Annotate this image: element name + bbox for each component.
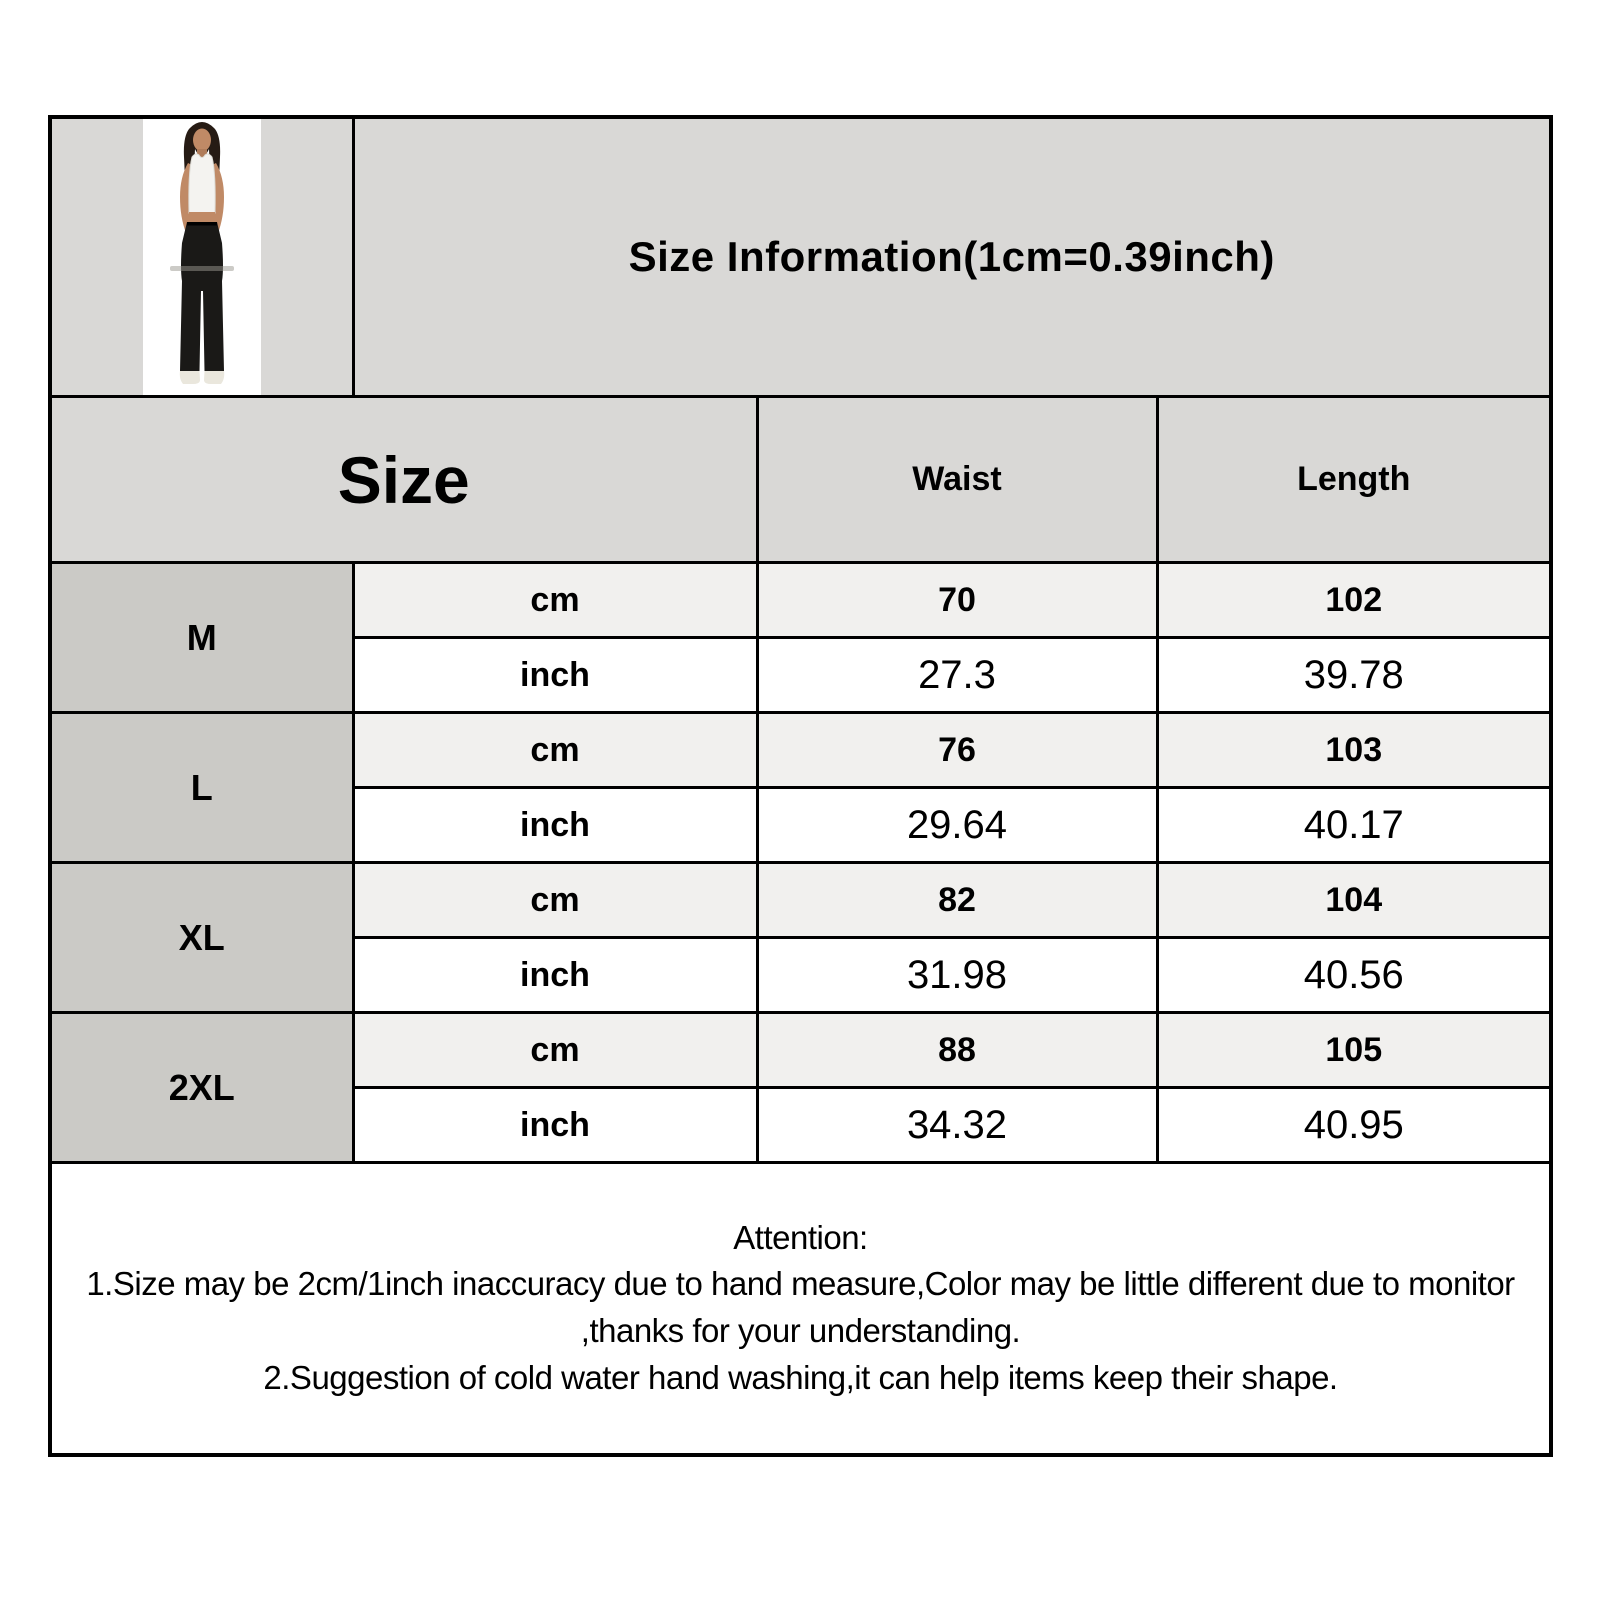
length-value-cell: 39.78	[1157, 638, 1551, 713]
attention-note-2: 2.Suggestion of cold water hand washing,it can help items keep their shape.	[263, 1359, 1338, 1397]
unit-cell-cm: cm	[353, 713, 757, 788]
table-row	[50, 713, 1551, 788]
column-header-waist: Waist	[757, 397, 1157, 563]
unit-cell-cm: cm	[353, 863, 757, 938]
length-value-cell: 105	[1157, 1013, 1551, 1088]
model-wearing-pants-image	[143, 119, 261, 395]
size-chart-table	[48, 115, 1553, 1457]
attention-section	[50, 1163, 1551, 1455]
waist-value-cell: 82	[757, 863, 1157, 938]
waist-value-cell: 29.64	[757, 788, 1157, 863]
waist-value-cell: 70	[757, 563, 1157, 638]
page-title: Size Information(1cm=0.39inch)	[628, 233, 1275, 280]
unit-cell-cm: cm	[353, 1013, 757, 1088]
size-label-xl: XL	[50, 863, 353, 1013]
unit-cell-inch: inch	[353, 638, 757, 713]
product-photo	[143, 119, 261, 395]
table-row	[50, 1013, 1551, 1088]
column-header-size: Size	[50, 397, 757, 563]
table-row	[50, 563, 1551, 638]
length-value-cell: 104	[1157, 863, 1551, 938]
attention-heading: Attention:	[733, 1218, 868, 1256]
size-label-m: M	[50, 563, 353, 713]
waist-value-cell: 76	[757, 713, 1157, 788]
length-value-cell: 40.17	[1157, 788, 1551, 863]
length-value-cell: 102	[1157, 563, 1551, 638]
size-label-2xl: 2XL	[50, 1013, 353, 1163]
size-information-panel	[48, 115, 1553, 1457]
waist-value-cell: 34.32	[757, 1088, 1157, 1163]
attention-note-1: 1.Size may be 2cm/1inch inaccuracy due to hand measure,Color may be little different due to monitor ,thanks for your understanding.	[86, 1265, 1515, 1350]
length-value-cell: 103	[1157, 713, 1551, 788]
table-row	[50, 863, 1551, 938]
product-photo-cell	[50, 117, 353, 397]
waist-value-cell: 31.98	[757, 938, 1157, 1013]
waist-value-cell: 88	[757, 1013, 1157, 1088]
column-header-length: Length	[1157, 397, 1551, 563]
size-label-l: L	[50, 713, 353, 863]
length-value-cell: 40.95	[1157, 1088, 1551, 1163]
length-value-cell: 40.56	[1157, 938, 1551, 1013]
unit-cell-inch: inch	[353, 1088, 757, 1163]
unit-cell-cm: cm	[353, 563, 757, 638]
unit-cell-inch: inch	[353, 788, 757, 863]
waist-value-cell: 27.3	[757, 638, 1157, 713]
unit-cell-inch: inch	[353, 938, 757, 1013]
